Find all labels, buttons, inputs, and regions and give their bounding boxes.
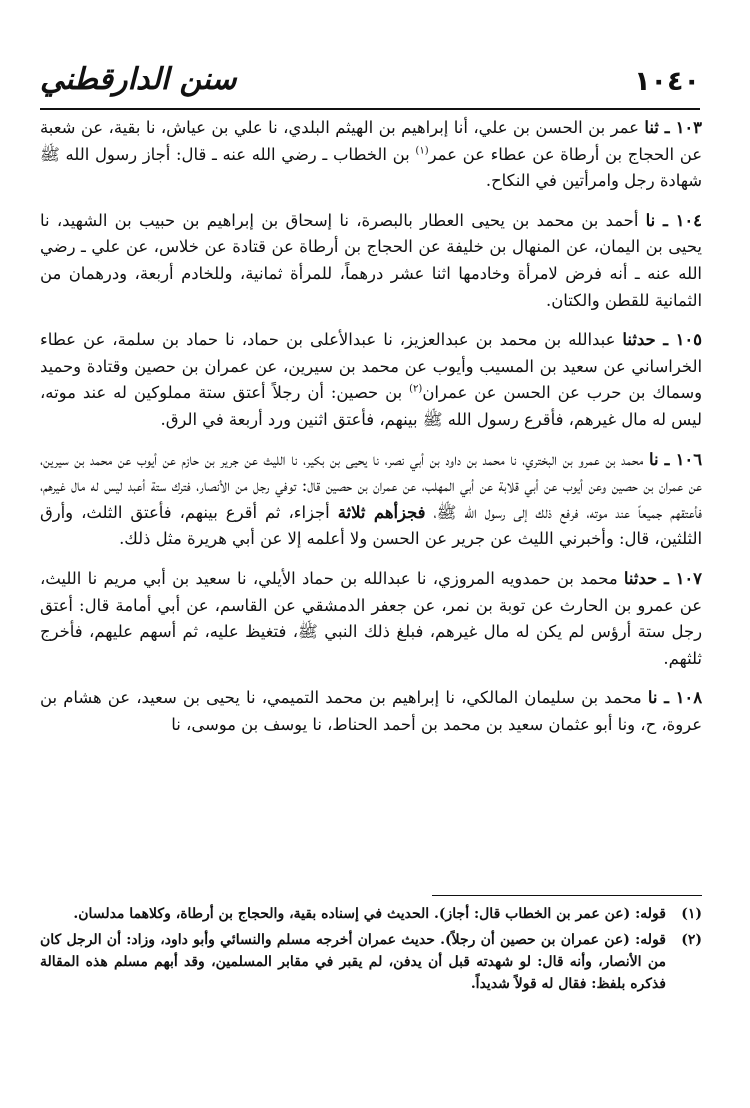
hadith-text-cont: أجزاء، ثم أقرع بينهم، فأعتق الثلث، وأرق الثلثين، قال: وأخبرني الليث عن جرير عن الحسن ولا أعلمه إلا عن أبي هريرة مثل ذلك. xyxy=(40,502,702,549)
hadith-text: عمر بن الحسن بن علي، أنا إبراهيم بن الهيثم البلدي، نا علي بن عياش، نا بقية، عن شعبة عن الحجاج بن أرطاة عن عطاء عن عمر xyxy=(40,118,702,164)
hadith-104: ١٠٤ ـ نا أحمد بن محمد بن يحيى العطار بالبصرة، نا إسحاق بن إبراهيم بن حبيب بن الشهيد، نا يحيى بن اليمان، عن المنهال بن خليفة عن الحجاج بن أرطاة عن قتادة عن خلاس، عن علي ـ رضي الله عنه ـ أنه فرض لامرأة وخادمها اثنا عشر درهماً، للمرأة ثمانية، وللخادم أربعة، ودرهمان من الثمانية للقطن والكتان. xyxy=(40,210,702,310)
footnote-ref-2[interactable]: (٢) xyxy=(409,383,423,395)
footnote-number: (١) xyxy=(681,906,702,922)
main-text xyxy=(40,115,702,761)
hadith-lead-word: نا xyxy=(647,688,658,708)
hadith-105: ١٠٥ ـ حدثنا عبدالله بن محمد بن عبدالعزيز، نا عبدالأعلى بن حماد، نا حماد بن سلمة، عن عطاء الخراساني عن سعيد بن المسيب وأيوب عن محمد بن سيرين، عن عمران بن حصين وقتادة وحميد وسماك بن حرب عن الحسن عن عمران$^{(٢)}$ بن حصين: أن رجلاً أعتق ستة مملوكين له عند موته، ليس له مال غيرهم، فأقرع رسول الله ﷺ بينهم، فأعتق اثنين ورد أربعة في الرق. xyxy=(40,330,702,429)
page-header xyxy=(40,62,700,108)
hadith-lead-word: حدثنا xyxy=(622,330,656,350)
hadith-lead-word: نا xyxy=(645,210,656,230)
hadith-text: عبدالله بن محمد بن عبدالعزيز، نا عبدالأعلى بن حماد، نا حماد بن سلمة، عن عطاء الخراساني عن سعيد بن المسيب وأيوب عن محمد بن سيرين، عن عمران بن حصين وقتادة وحميد وسماك بن حرب عن الحسن عن عمران xyxy=(40,330,702,403)
footnote-ref-1[interactable]: (١) xyxy=(415,145,429,157)
hadith-number: ١٠٥ xyxy=(675,330,702,350)
footnotes xyxy=(40,903,702,999)
hadith-108: ١٠٨ ـ نا محمد بن سليمان المالكي، نا إبراهيم بن محمد التميمي، نا يحيى بن سعيد، عن هشام بن عروة، ح، ونا أبو عثمان سعيد بن محمد بن أحمد الحناط، نا يوسف بن موسى، نا xyxy=(40,688,702,734)
header-divider xyxy=(40,108,700,110)
hadith-number: ١٠٦ xyxy=(675,449,703,469)
footnote-number: (٢) xyxy=(681,932,702,948)
hadith-number: ١٠٨ xyxy=(675,688,702,708)
hadith-103: ١٠٣ ـ ثنا عمر بن الحسن بن علي، أنا إبراهيم بن الهيثم البلدي، نا علي بن عياش، نا بقية، عن شعبة عن الحجاج بن أرطاة عن عطاء عن عمر$^{(١)}$ بن الخطاب ـ رضي الله عنه ـ قال: أجاز رسول الله ﷺ شهادة رجل وامرأتين في النكاح. xyxy=(40,118,702,191)
hadith-text: محمد بن حمدويه المروزي، نا عبدالله بن حماد الأيلي، نا سعيد بن أبي مريم نا الليث، عن عمرو بن الحارث عن توبة بن نمر، عن جعفر الدمشقي عن القاسم، عن أبي أمامة قال: أعتق رجل ستة أرؤس لم يكن له مال غيرهم، فبلغ ذلك النبي ﷺ، فتغيظ عليه، ثم أسهم عليهم، فأخرج ثلثهم. xyxy=(40,568,702,668)
hadith-lead-word: ثنا xyxy=(644,118,659,137)
hadith-text: محمد بن عمرو بن البختري، نا محمد بن داود بن أبي نصر، نا يحيى بن بكير، نا الليث عن جرير بن حازم عن أيوب عن محمد بن سيرين، عن عمران بن حصين وعن أيوب عن أبي قلابة عن أبي المهلب، عن عمران بن حصين قال: توفي رجل من الأنصار، فترك ستة أعبد ليس له مال غيرهم، فأعتقهم جميعاً عند موته، فرفع ذلك إلى رسول الله ﷺ، xyxy=(40,449,702,522)
hadith-text-cont: بن حصين: أن رجلاً أعتق ستة مملوكين له عند موته، ليس له مال غيرهم، فأقرع رسول الله ﷺ بينهم، فأعتق اثنين ورد أربعة في الرق. xyxy=(40,383,702,429)
hadith-text: محمد بن سليمان المالكي، نا إبراهيم بن محمد التميمي، نا يحيى بن سعيد، عن هشام بن عروة، ح، ونا أبو عثمان سعيد بن محمد بن أحمد الحناط، نا يوسف بن موسى، نا xyxy=(40,688,702,734)
hadith-lead-word: حدثنا xyxy=(623,568,658,588)
hadith-text: أحمد بن محمد بن يحيى العطار بالبصرة، نا إسحاق بن إبراهيم بن حبيب بن الشهيد، نا يحيى بن اليمان، عن المنهال بن خليفة عن الحجاج بن أرطاة عن قتادة عن خلاس، عن علي ـ رضي الله عنه ـ أنه فرض لامرأة وخادمها اثنا عشر درهماً، للمرأة ثمانية، وللخادم أربعة، ودرهمان من الثمانية للقطن والكتان. xyxy=(40,210,702,310)
hadith-lead-word: نا xyxy=(648,449,659,469)
footnote-text: قوله: (عن عمر بن الخطاب قال: أجاز). الحديث في إسناده بقية، والحجاج بن أرطاة، وكلاهما مدلسان. xyxy=(73,906,666,922)
hadith-text-cont: بن الخطاب ـ رضي الله عنه ـ قال: أجاز رسول الله ﷺ شهادة رجل وامرأتين في النكاح. xyxy=(40,144,702,191)
page-number: ١٠٤٠ xyxy=(634,66,700,97)
running-title: سنن الدارقطني xyxy=(40,62,237,97)
hadith-number: ١٠٣ xyxy=(675,118,702,137)
hadith-106: ١٠٦ ـ نا محمد بن عمرو بن البختري، نا محمد بن داود بن أبي نصر، نا يحيى بن بكير، نا الليث عن جرير بن حازم عن أيوب عن محمد بن سيرين، عن عمران بن حصين وعن أيوب عن أبي قلابة عن أبي المهلب، عن عمران بن حصين قال: توفي رجل من الأنصار، فترك ستة أعبد ليس له مال غيرهم، فأعتقهم جميعاً عند موته، فرفع ذلك إلى رسول الله ﷺ، فجزأهم ثلاثة أجزاء، ثم أقرع بينهم، فأعتق الثلث، وأرق الثلثين، قال: وأخبرني الليث عن جرير عن الحسن ولا أعلمه إلا عن أبي هريرة مثل ذلك. xyxy=(40,449,703,549)
footnote-text: قوله: (عن عمران بن حصين أن رجلاً). حديث عمران أخرجه مسلم والنسائي وأبو داود، وزاد: أن الرجل كان من الأنصار، وأنه قال: لو شهدته قبل أن يدفن، لم يقبر في مقابر المسلمين، وقد أبهم مسلم هذه المقالة فذكره بلفظ: فقال له قولاً شديداً. xyxy=(40,932,667,992)
footnote-1 xyxy=(40,903,702,925)
hadith-bold-phrase: فجزأهم ثلاثة xyxy=(337,502,426,522)
footnote-2 xyxy=(40,929,702,995)
footnote-divider xyxy=(432,895,702,896)
hadith-number: ١٠٧ xyxy=(675,568,702,588)
hadith-107: ١٠٧ ـ حدثنا محمد بن حمدويه المروزي، نا عبدالله بن حماد الأيلي، نا سعيد بن أبي مريم نا الليث، عن عمرو بن الحارث عن توبة بن نمر، عن جعفر الدمشقي عن القاسم، عن أبي أمامة قال: أعتق رجل ستة أرؤس لم يكن له مال غيرهم، فبلغ ذلك النبي ﷺ، فتغيظ عليه، ثم أسهم عليهم، فأخرج ثلثهم. xyxy=(40,568,702,668)
hadith-number: ١٠٤ xyxy=(675,210,702,230)
